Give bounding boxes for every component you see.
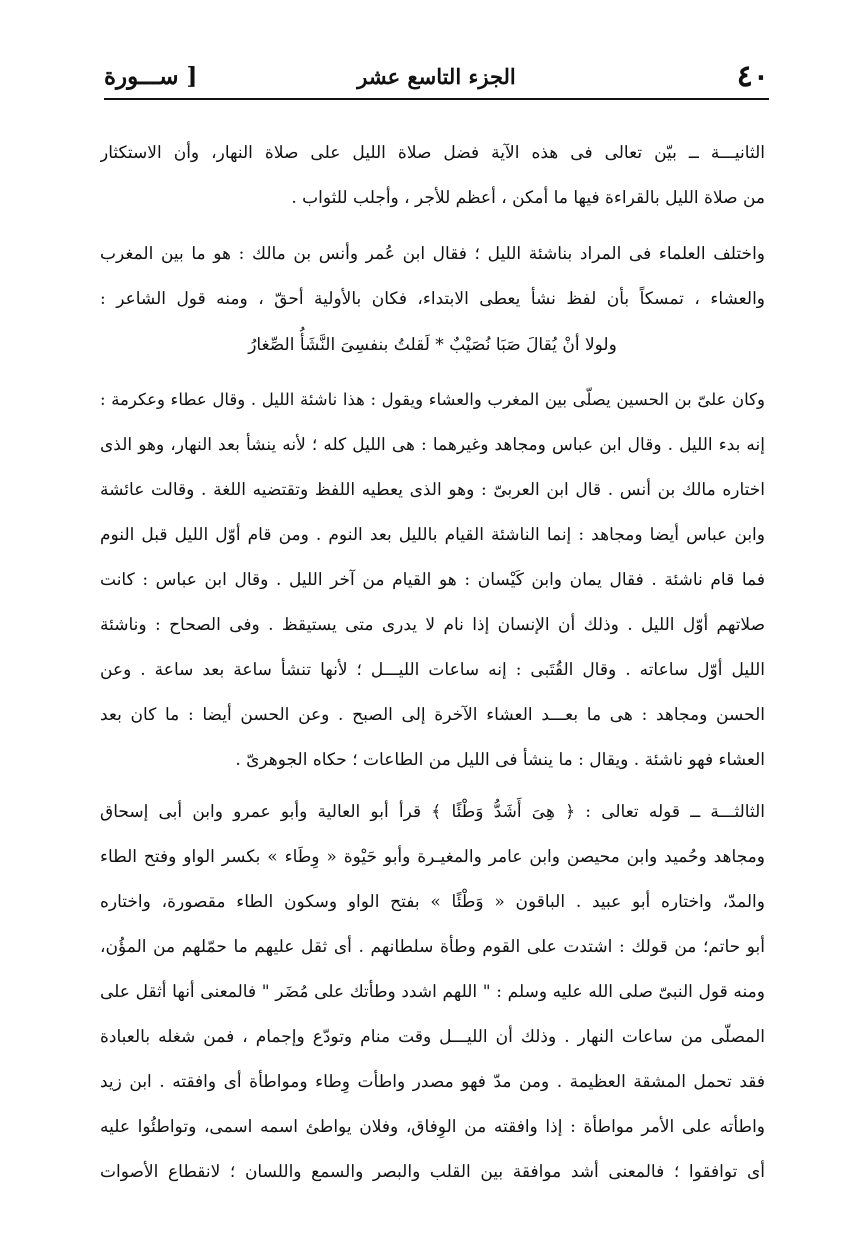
page-header bbox=[104, 58, 769, 96]
running-title: الجزء التاسع عشر bbox=[357, 64, 516, 89]
text-line: واطأته على الأمر مواطأة : إذا وافقته من الوِفاق، وفلان يواطئ اسمه اسمى، وتواطئُوا عليه bbox=[100, 1117, 765, 1137]
header-rule bbox=[104, 98, 769, 100]
text-line: وابن عباس أيضا ومجاهد : إنما الناشئة القيام بالليل بعد النوم . ومن قام أوّل الليل قبل النوم bbox=[100, 525, 765, 545]
text-line: والعشاء ، تمسكاً بأن لفظ نشأ يعطى الابتداء، فكان بالأولية أحقّ ، ومنه قول الشاعر : bbox=[100, 289, 765, 309]
text-line: أبو حاتم؛ من قولك : اشتدت على القوم وطأة سلطانهم . أى ثقل عليهم ما حمّلهم من المؤُن، bbox=[100, 937, 765, 957]
text-line: الليل أوّل ساعاته . وقال القُتَبى : إنه ساعات الليـــل ؛ لأنها تنشأ ساعة بعد ساعة . وعن bbox=[100, 660, 765, 680]
page-number: ٤٠ bbox=[736, 59, 769, 94]
text-line: صلاتهم أوّل الليل . وذلك أن الإنسان إذا نام لا يدرى متى يستيقظ . وفى الصحاح : وناشئة bbox=[100, 615, 765, 635]
text-line: وكان علىّ بن الحسين يصلّى بين المغرب والعشاء ويقول : هذا ناشئة الليل . وقال عطاء وعكرمة : bbox=[100, 390, 765, 409]
poetry-verse: ولولا أنْ يُقالَ صَبَا نُصَيْبٌ * لَقلتُ بنفسِىَ النَّشَأُ الصِّغارُ bbox=[248, 335, 617, 355]
text-line: إنه بدء الليل . وقال ابن عباس ومجاهد وغيرهما : هى الليل كله ؛ لأنه ينشأ بعد النهار، وهو الذى bbox=[100, 435, 765, 455]
text-line: فما قام ناشئة . فقال يمان وابن كَيْسان : هو القيام من آخر الليل . وقال ابن عباس : كانت bbox=[100, 570, 765, 590]
section-label: [ ســـورة bbox=[104, 63, 198, 90]
text-line: فقد تحمل المشقة العظيمة . ومن مدّ فهو مصدر واطأت وِطاء ومواطأة أى وافقته . ابن زيد bbox=[100, 1072, 765, 1092]
text-line: والمدّ، واختاره أبو عبيد . الباقون « وَطْئًا » بفتح الواو وسكون الطاء مقصورة، واختاره bbox=[100, 892, 765, 912]
text-line: الثانيـــة ــ بيّن تعالى فى هذه الآية فضل صلاة الليل على صلاة النهار، وأن الاستكثار bbox=[100, 143, 765, 163]
text-line: من صلاة الليل بالقراءة فيها ما أمكن ، أعظم للأجر ، وأجلب للثواب . bbox=[291, 188, 765, 208]
text-line: ومجاهد وحُميد وابن محيصن وابن عامر والمغيـرة وأبو حَيْوة « وِطَاء » بكسر الواو وفتح الطاء bbox=[100, 847, 765, 867]
text-line: اختاره مالك بن أنس . قال ابن العربىّ : وهو الذى يعطيه اللفظ وتقتضيه اللغة . وقالت عائشة bbox=[100, 480, 765, 500]
text-line: واختلف العلماء فى المراد بناشئة الليل ؛ فقال ابن عُمر وأنس بن مالك : هو ما بين المغرب bbox=[100, 244, 765, 264]
text-line: أى توافقوا ؛ فالمعنى أشد موافقة بين القلب والبصر والسمع واللسان ؛ لانقطاع الأصوات bbox=[100, 1162, 765, 1182]
text-line: الثالثـــة ــ قوله تعالى : ﴿ هِىَ أَشَدُّ وَطْئًا ﴾ قرأ أبو العالية وأبو عمرو وابن أبى إسحاق bbox=[100, 802, 765, 822]
text-line: ومنه قول النبىّ صلى الله عليه وسلم : " اللهم اشدد وطأتك على مُضَر " فالمعنى أنها أثقل على bbox=[100, 982, 765, 1002]
text-line: المصلّى من ساعات النهار . وذلك أن الليـــل وقت منام وتودّع وإجمام ، فمن شغله بالعبادة bbox=[100, 1027, 765, 1047]
text-line: العشاء فهو ناشئة . ويقال : ما ينشأ فى الليل من الطاعات ؛ حكاه الجوهرىّ . bbox=[235, 750, 765, 770]
text-line: الحسن ومجاهد : هى ما بعـــد العشاء الآخرة إلى الصبح . وعن الحسن أيضا : ما كان بعد bbox=[100, 705, 765, 725]
